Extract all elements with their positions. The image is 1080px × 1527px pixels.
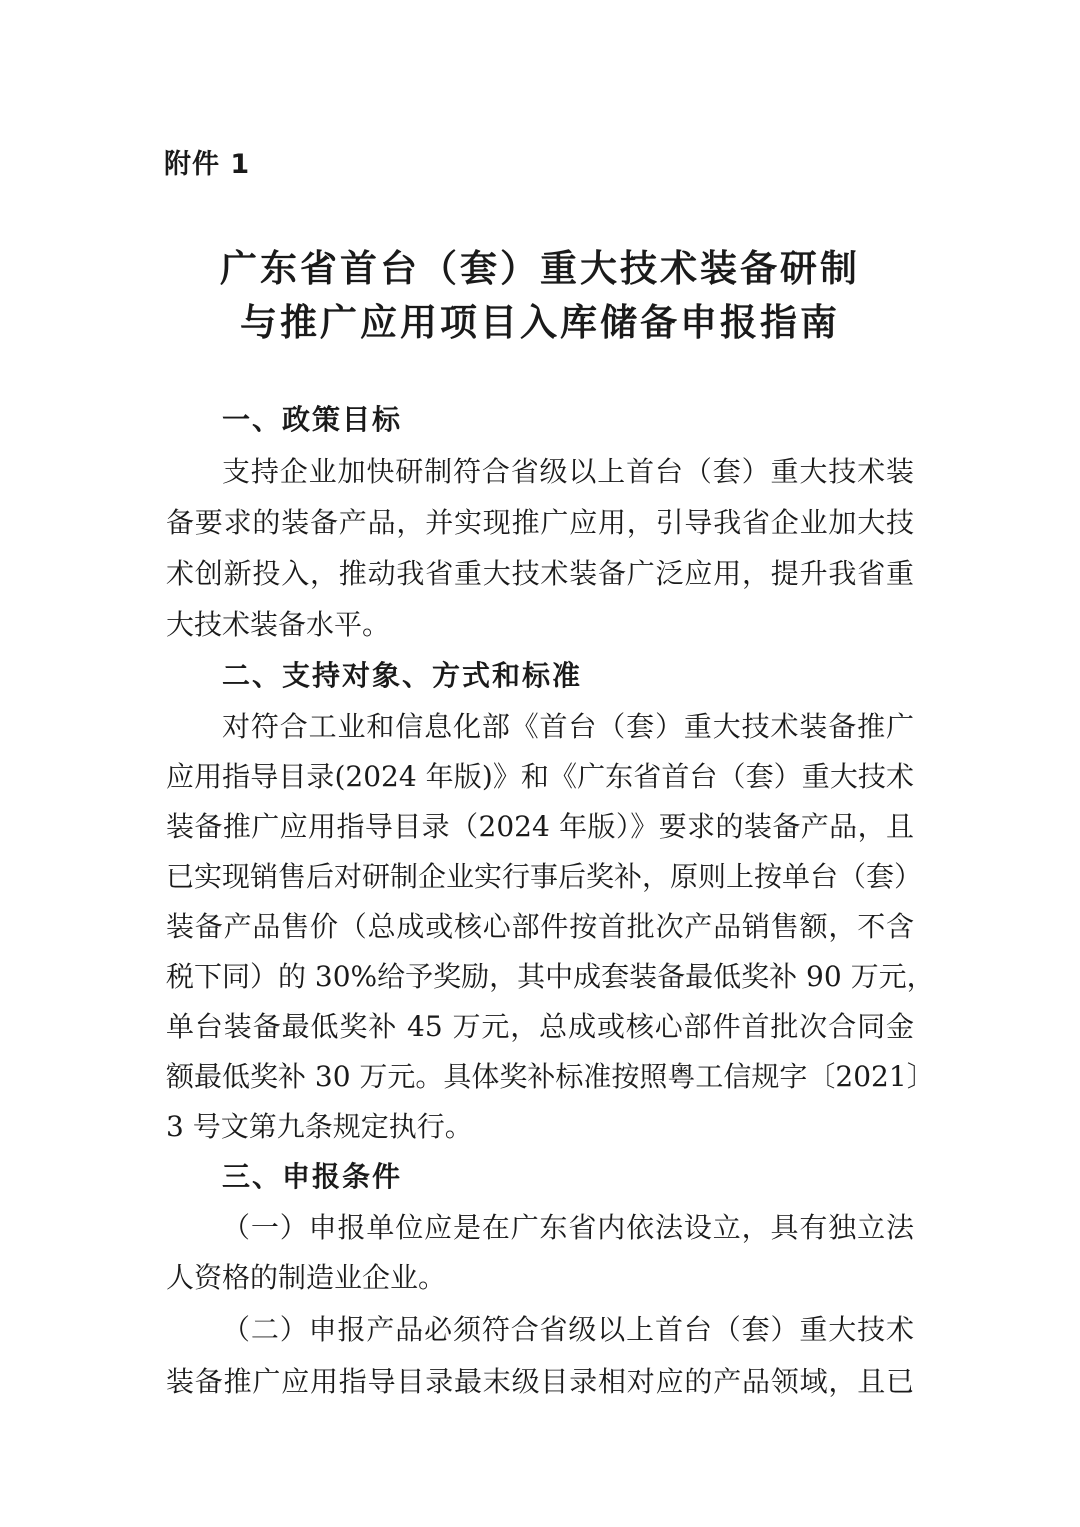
paragraph-line: 额最低奖补 30 万元。具体奖补标准按照粤工信规字〔2021〕	[166, 1060, 935, 1093]
paragraph-line: （一）申报单位应是在广东省内依法设立，具有独立法	[222, 1211, 914, 1244]
document-title-line-2: 与推广应用项目入库储备申报指南	[240, 301, 840, 344]
paragraph-line: 大技术装备水平。	[166, 608, 391, 641]
section-heading-application-conditions: 三、申报条件	[222, 1160, 403, 1193]
paragraph-line: 术创新投入，推动我省重大技术装备广泛应用，提升我省重	[166, 557, 914, 590]
paragraph-line: 单台装备最低奖补 45 万元，总成或核心部件首批次合同金	[166, 1010, 914, 1043]
paragraph-line: 装备产品售价（总成或核心部件按首批次产品销售额，不含	[166, 910, 914, 943]
section-heading-policy-goal: 一、政策目标	[222, 403, 403, 436]
document-title-line-1: 广东省首台（套）重大技术装备研制	[220, 247, 860, 290]
paragraph-line: 3 号文第九条规定执行。	[166, 1110, 473, 1143]
attachment-label: 附件 1	[164, 149, 251, 180]
paragraph-line: （二）申报产品必须符合省级以上首台（套）重大技术	[222, 1313, 914, 1346]
paragraph-line: 对符合工业和信息化部《首台（套）重大技术装备推广	[222, 710, 914, 743]
paragraph-line: 税下同）的 30%给予奖励，其中成套装备最低奖补 90 万元，	[166, 960, 935, 993]
paragraph-line: 备要求的装备产品，并实现推广应用，引导我省企业加大技	[166, 506, 914, 539]
paragraph-line: 人资格的制造业企业。	[166, 1261, 447, 1294]
paragraph-line: 已实现销售后对研制企业实行事后奖补，原则上按单台（套）	[166, 860, 923, 893]
paragraph-line: 装备推广应用指导目录最末级目录相对应的产品领域，且已	[166, 1365, 914, 1398]
paragraph-line: 应用指导目录(2024 年版)》和《广东省首台（套）重大技术	[166, 760, 914, 793]
paragraph-line: 支持企业加快研制符合省级以上首台（套）重大技术装	[222, 455, 914, 488]
paragraph-line: 装备推广应用指导目录（2024 年版）》要求的装备产品，且	[166, 810, 914, 843]
section-heading-support-targets: 二、支持对象、方式和标准	[222, 659, 583, 692]
